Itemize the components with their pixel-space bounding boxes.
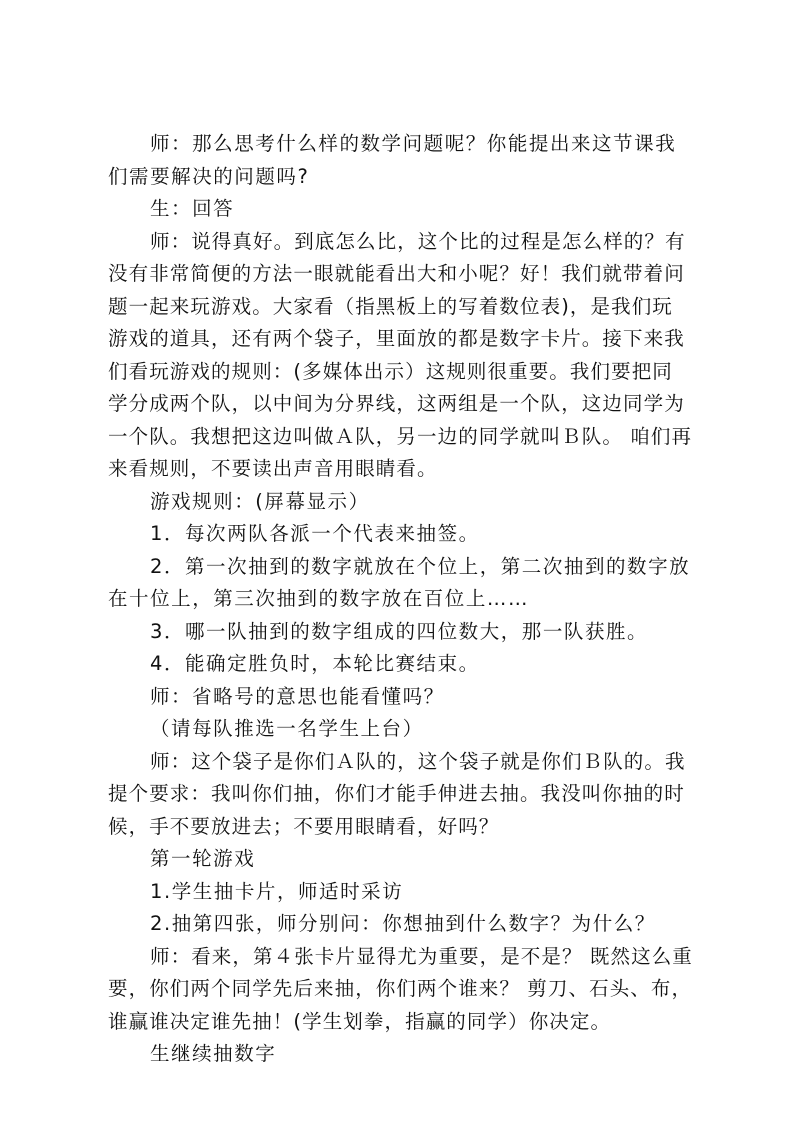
paragraph-teacher-fourth-card: 师：看来，第４张卡片显得尤为重要，是不是？ 既然这么重要，你们两个同学先后来抽，你们两个谁来？ 剪刀、石头、布，谁赢谁决定谁先抽！(学生划拳，指赢的同学）你决定。 [108, 944, 693, 1033]
rule-item-2: 2．第一次抽到的数字就放在个位上，第二次抽到的数字放在十位上，第三次抽到的数字放在百位上…… [108, 554, 691, 610]
rule-item-3: 3．哪一队抽到的数字组成的四位数大，那一队获胜。 [150, 619, 649, 643]
paragraph-round-one-heading: 第一轮游戏 [150, 847, 256, 870]
paragraph-student-continue: 生继续抽数字 [150, 1042, 277, 1065]
paragraph-teacher-game-intro: 师：说得真好。到底怎么比，这个比的过程是怎么样的？有没有非常简便的方法一眼就能看出大和小呢？好！我们就带着问题一起来玩游戏。大家看（指黑板上的写着数位表)，是我们玩游戏的道具，还有两个袋子，里面放的都是数字卡片。接下来我们看玩游戏的规则：(多媒体出示）这规则很重要。我们要把同学分成两个队，以中间为分界线，这两组是一个队，这边同学为一个队。我想把这边叫做Ａ队，另一边的同学就叫Ｂ队。 咱们再来看规则，不要读出声音用眼睛看。 [108, 229, 693, 480]
rule-item-1: 1．每次两队各派一个代表来抽签。 [150, 522, 480, 545]
rule-item-4: 4．能确定胜负时，本轮比赛结束。 [150, 652, 480, 675]
paragraph-game-rules-heading: 游戏规则：(屏幕显示） [150, 489, 370, 513]
paragraph-teacher-ellipsis: 师：省略号的意思也能看懂吗？ [150, 684, 445, 708]
round-step-2: 2.抽第四张，师分别问：你想抽到什么数字？为什么？ [150, 912, 656, 935]
paragraph-teacher-bag-rules: 师：这个袋子是你们Ａ队的，这个袋子就是你们Ｂ队的。我提个要求：我叫你们抽，你们才能手伸进去抽。我没叫你抽的时候，手不要放进去；不要用眼睛看，好吗？ [108, 749, 686, 838]
paragraph-teacher-question: 师：那么思考什么样的数学问题呢？你能提出来这节课我们需要解决的问题吗? [108, 132, 677, 188]
paragraph-student-answer: 生：回答 [150, 197, 235, 220]
paragraph-stage-direction: （请每队推选一名学生上台） [150, 717, 424, 740]
round-step-1: 1.学生抽卡片，师适时采访 [150, 879, 404, 903]
